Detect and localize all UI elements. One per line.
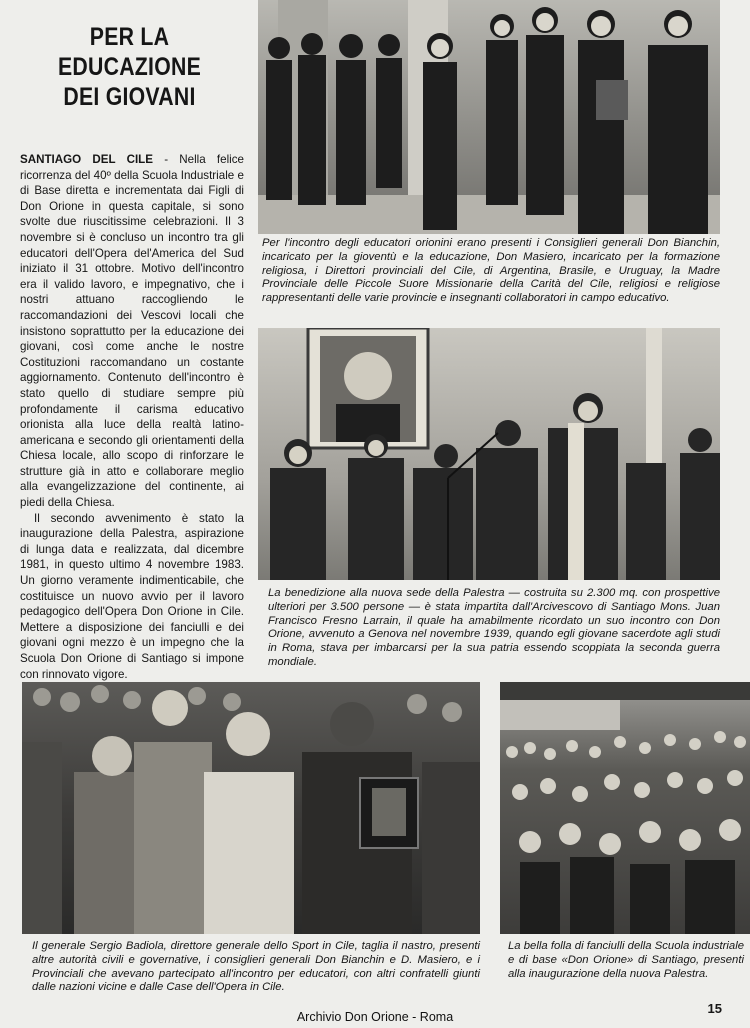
title-line: EDUCAZIONE (57, 53, 202, 81)
photo-blessing-image (258, 328, 720, 580)
photo-crowd (500, 682, 750, 934)
caption-crowd: La bella folla di fanciulli della Scuola industriale e di base «Don Orione» di Santiago, presenti alla inaugurazione della nuova Palestra. (508, 940, 744, 980)
paragraph-2: Il secondo avvenimento è stato la inaugurazione della Palestra, aspirazione di lunga data e realizzata, dal dicembre 1981, in questo ultimo 4 novembre 1983. Un giorno veramente indimenticabile, che costituisce un nuovo avvio per il lavoro pedagogico dell'Opera Don Orione in Cile. Mettere a disposizione dei fanciulli e dei giovani ogni mezzo è un impegno che la Scuola Don Orione di Santiago si impone con rinnovato vigore. (20, 511, 244, 681)
page-number: 15 (707, 1001, 722, 1016)
caption-educators: Per l'incontro degli educatori orionini erano presenti i Consiglieri generali Don Bianchin, incaricato per la gioventù e la educazione, Don Masiero, incaricato per la formazione religiosa, i Direttori provinciali del Cile, di Argentina, Brasile, e Uruguay, la Madre Provinciale delle Piccole Suore Missionarie della Carità del Cile, religiosi e religiose rappresentanti delle varie provincie e insegnanti collaboratori in campo educativo. (262, 237, 720, 305)
title-line: PER LA (89, 23, 170, 51)
photo-educators-meeting (258, 0, 720, 234)
archive-label: Archivio Don Orione - Roma (296, 1010, 454, 1024)
article-body (20, 152, 244, 682)
title-line: DEI GIOVANI (63, 83, 196, 111)
caption-ribbon: Il generale Sergio Badiola, direttore generale dello Sport in Cile, taglia il nastro, presenti altre autorità civili e governative, i consiglieri generali Don Bianchin e D. Masiero, e i Provinciali che avevano partecipato all'incontro per educatori, con altri confratelli giunti dalle nazioni vicine e dalle Case dell'Opera in Cile. (32, 940, 480, 994)
photo-crowd-image (500, 682, 750, 934)
caption-blessing: La benedizione alla nuova sede della Palestra — costruita su 2.300 mq. con prospettive ulteriori per 3.500 persone — è stata impartita dall'Arcivescovo di Santiago Mons. Juan Francisco Fresno Larrain, il quale ha amabilmente ricordato un suo incontro con Don Orione, avvenuto a Genova nel novembre 1939, quando egli giovane sacerdote agli studi in Roma, stava per imbarcarsi per la sua patria essendo scoppiata la seconda guerra mondiale. (268, 587, 720, 668)
article-title (38, 22, 221, 112)
photo-ribbon-cutting (22, 682, 480, 934)
dateline: SANTIAGO DEL CILE (20, 153, 153, 166)
paragraph-1-text: - Nella felice ricorrenza del 40º della Scuola Industriale e di Base diretta e incrementata dai Figli di Don Orione in questa capitale, si sono svolte due riuscitissime celebrazioni. Il 3 novembre si è concluso un incontro tra gli educatori dell'Opera del'America del Sud iniziato il 31 ottobre. Motivo dell'incontro era il valido lavoro, e impegnativo, che i nostri attuano raccogliendo le raccomandazioni dei Vescovi locali che insistono soprattutto per la educazione dei giovani, così come anche le nostre Costituzioni raccomandano un costante aggiornamento. Contenuto dell'incontro è stato quello di studiare sempre più profondamente il carisma educativo orionista alla luce della realtà latino-americana e secondo gli orientamenti della Chiesa locale, allo scopo di rinforzare le strutture già in atto e collaborare meglio alla evangelizzazione del continente, ai piedi della Chiesa. (20, 153, 244, 510)
paragraph-1 (20, 152, 244, 511)
photo-educators-image (258, 0, 720, 234)
photo-blessing (258, 328, 720, 580)
photo-ribbon-image (22, 682, 480, 934)
